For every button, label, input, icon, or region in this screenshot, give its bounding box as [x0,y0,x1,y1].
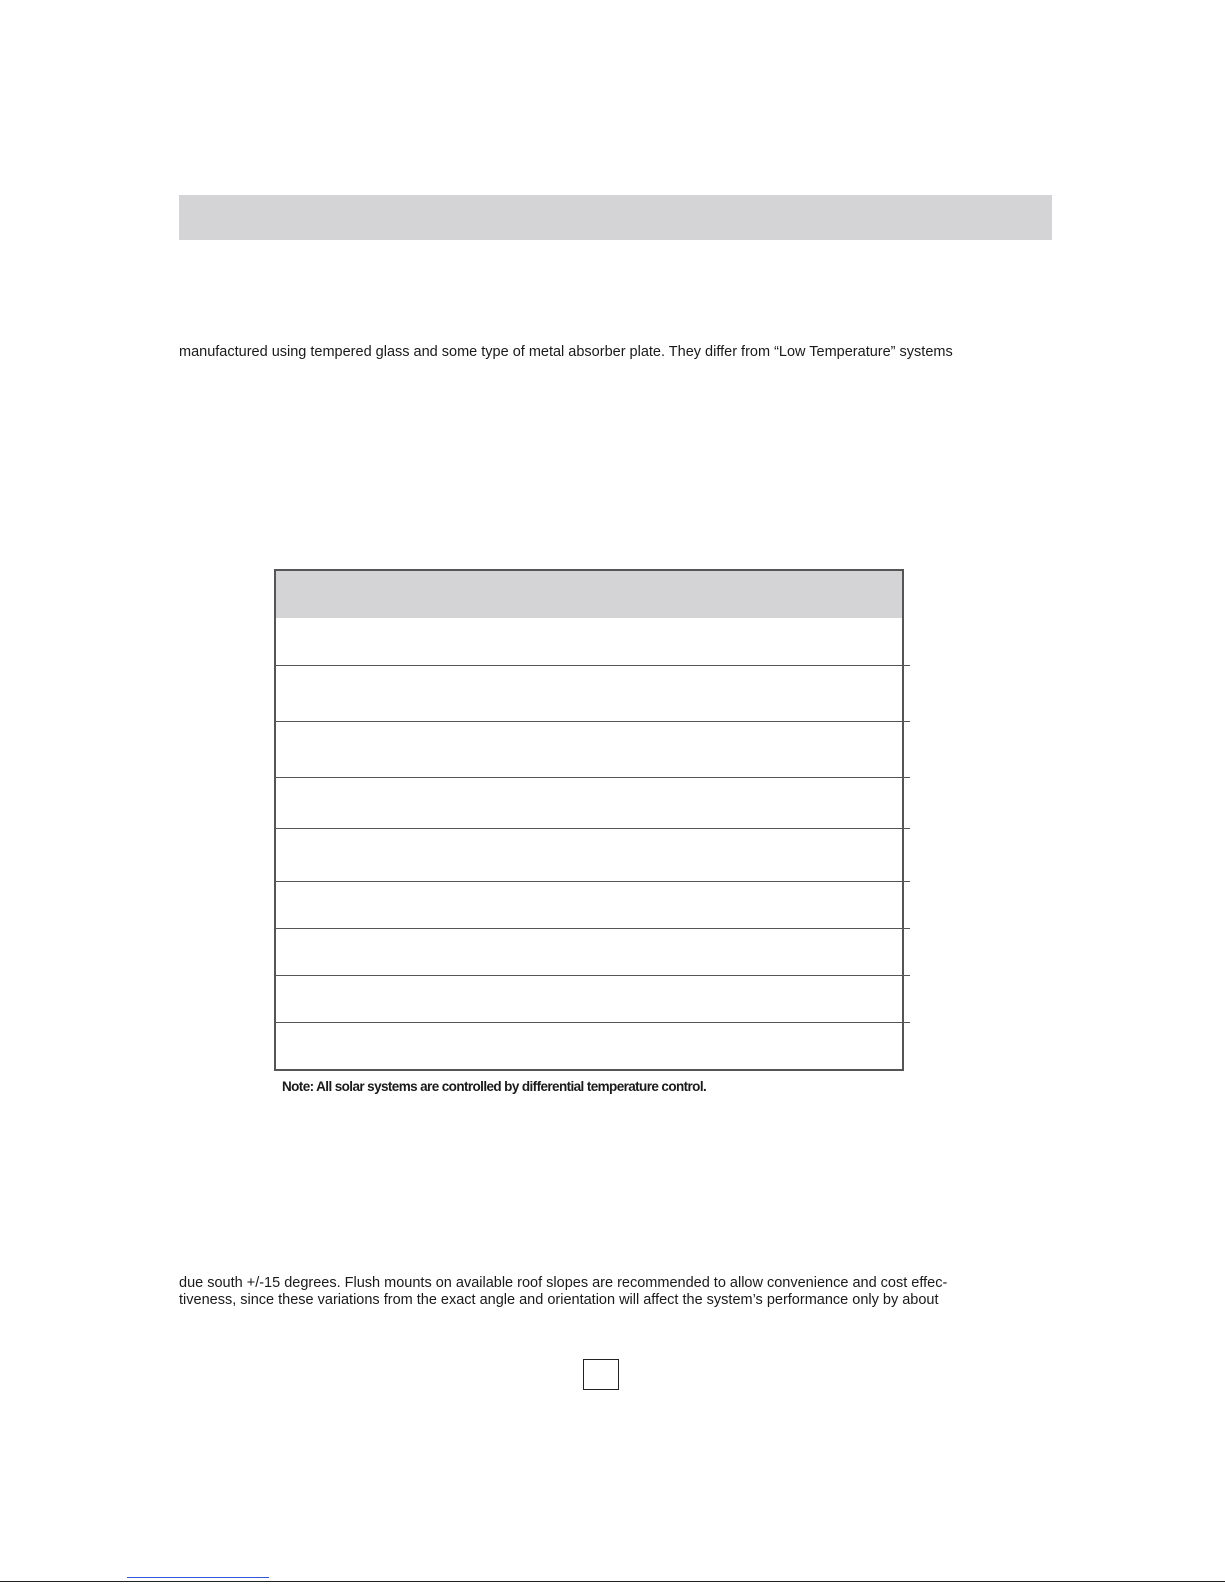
paragraph-text-line: tiveness, since these variations from the exact angle and orientation will affect the system’s performance only by about [179,1292,939,1308]
comparison-table [274,569,904,1071]
section-header-band [179,195,1052,240]
hyperlink-underline[interactable] [127,1577,269,1578]
paragraph-text-line: due south +/-15 degrees. Flush mounts on available roof slopes are recommended to allow convenience and cost effec- [179,1275,948,1291]
table-row-divider [276,828,910,829]
page-number-box [583,1359,619,1390]
table-header-row [276,571,902,618]
table-row-divider [276,975,910,976]
table-row-divider [276,777,910,778]
table-row-divider [276,1022,910,1023]
paragraph-text-line: manufactured using tempered glass and some type of metal absorber plate. They differ from “Low Temperature” systems [179,344,953,360]
table-row-divider [276,881,910,882]
table-row-divider [276,928,910,929]
table-row-divider [276,665,910,666]
page-bottom-rule [0,1581,1225,1582]
table-footnote: Note: All solar systems are controlled by differential temperature control. [282,1079,707,1094]
table-row-divider [276,721,910,722]
